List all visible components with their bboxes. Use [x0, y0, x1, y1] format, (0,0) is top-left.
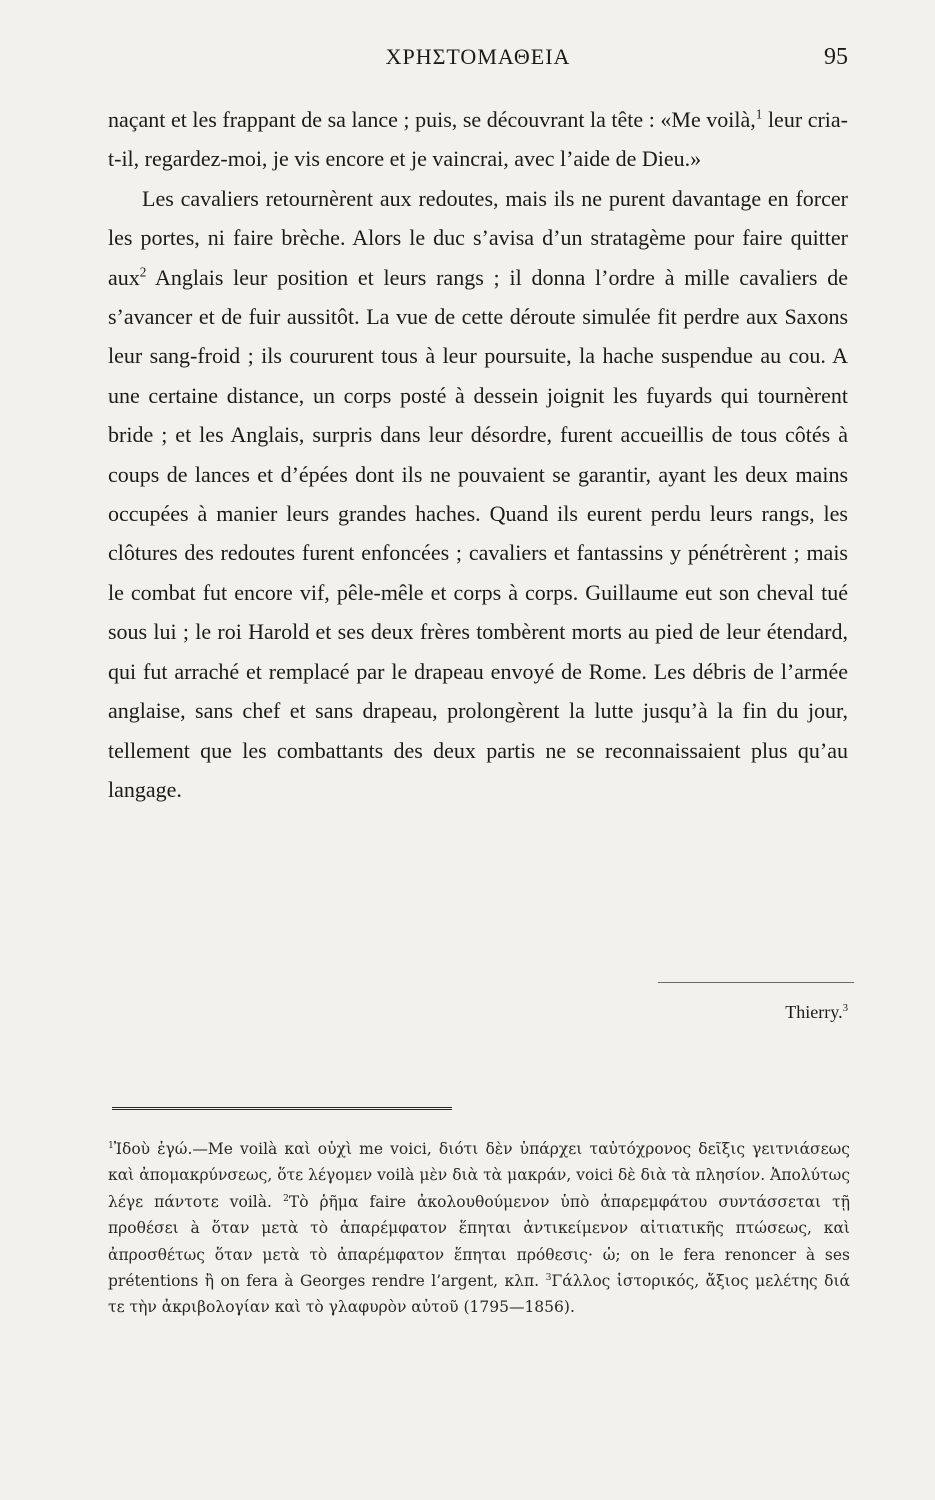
footnote-ref-3: 3	[842, 1002, 848, 1014]
paragraph-2-text-b: Anglais leur position et leurs rangs ; il donna l’ordre à mille cavaliers de s’avancer et de fuir aussitôt. La vue de cette déroute simulée fit perdre aux Saxons leur sang-froid ; ils coururent tous à leur poursuite, la hache suspendue au cou. A une certaine distance, un corps posté à dessein joignit les fuyards qui tournèrent bride ; et les Anglais, surpris dans leur désordre, furent accueillis de tous côtés à coups de lances et d’épées dont ils ne pouvaient se garantir, ayant les deux mains occupées à manier leurs grandes haches. Quand ils eurent perdu leurs rangs, les clôtures des redoutes furent enfoncées ; cavaliers et fantassins y pénétrèrent ; mais le combat fut encore vif, pêle-mêle et corps à corps. Guillaume eut son cheval tué sous lui ; le roi Harold et ses deux frères tombèrent morts au pied de leur étendard, qui fut arraché et remplacé par le drapeau envoyé de Rome. Les débris de l’armée anglaise, sans chef et sans drapeau, prolongèrent la lutte jusqu’à la fin du jour, tellement que les combattants des deux partis ne se reconnaissaient plus qu’au langage.	[108, 264, 848, 802]
paragraph-1	[108, 100, 848, 179]
paragraph-2-text-a: Les cavaliers retournèrent aux redoutes, mais ils ne purent davantage en forcer les portes, ni faire brèche. Alors le duc s’avisa d’un stratagème pour faire quitter aux	[108, 185, 848, 290]
paragraph-1-text-b: leur cria-t-il, regardez-moi, je vis encore et je vaincrai, avec l’aide de Dieu.»	[108, 107, 849, 172]
footnote-1-marker: 1	[108, 1139, 114, 1151]
author-signature	[108, 1002, 848, 1023]
page-header	[108, 44, 848, 80]
author-name: Thierry.	[785, 1002, 843, 1022]
page-number: 95	[824, 44, 848, 70]
footnote-ref-1: 1	[755, 106, 763, 122]
footnote-3: Γάλλος ἱστορικός, ἄξιος μελέτης διά τε τὴν ἀκριβολογίαν καὶ τὸ γλαφυρὸν αὐτοῦ (1795—1856).	[108, 1272, 850, 1317]
footnote-ref-2: 2	[139, 264, 147, 280]
footnote-3-marker: 3	[545, 1271, 552, 1283]
running-title: ΧΡΗΣΤΟΜΑΘΕΙΑ	[385, 44, 571, 69]
footnote-2: Τὸ ῥῆμα faire ἀκολουθούμενον ὑπὸ ἀπαρεμφάτου συντάσσεται τῇ προθέσει à ὅταν μετὰ τὸ ἀπαρέμφατον ἕπηται ἀντικείμενον αἰτιατικῆς πτώσεως, καὶ ἀπροσθέτως ὅταν μετὰ τὸ ἀπαρέμφατον ἕπηται πρόθεσις· ὡ; on le fera renoncer à ses prétentions ἢ on fera à Georges rendre l’argent, κλπ.	[108, 1192, 850, 1291]
footnote-2-marker: 2	[282, 1192, 289, 1204]
paragraph-1-text-a: naçant et les frappant de sa lance ; puis, se découvrant la tête : «Me voilà,	[108, 107, 756, 132]
footnote-separator	[112, 1107, 452, 1110]
footnote-1: Ἰδοὺ ἐγώ.—Me voilà καὶ οὐχὶ me voici, διότι δὲν ὑπάρχει ταὐτόχρονος δεῖξις γειτνιάσεως καὶ ἀπομακρύνσεως, ὅτε λέγομεν voilà μὲν διὰ τὰ μακράν, voici δὲ διὰ τὰ πλησίον. Ἀπολύτως λέγε πάντοτε voilà.	[108, 1140, 850, 1211]
footnotes	[108, 1136, 850, 1321]
signature-rule	[658, 982, 854, 983]
main-text	[108, 100, 848, 809]
paragraph-2	[108, 179, 848, 810]
